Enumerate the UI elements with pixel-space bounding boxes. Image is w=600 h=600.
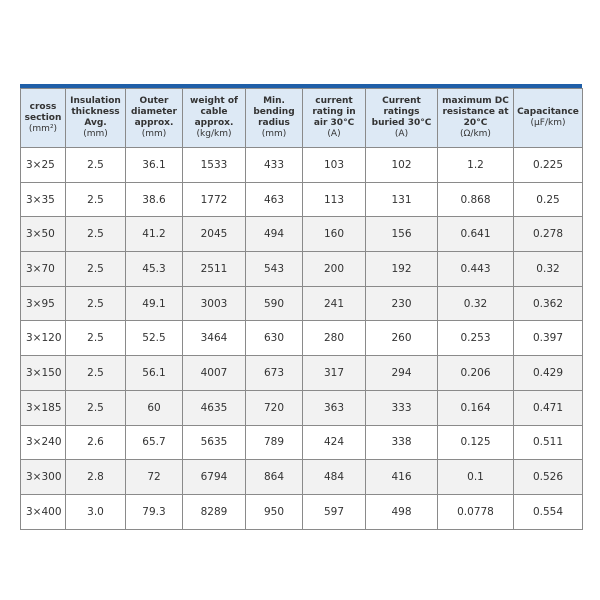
table-cell: 241 <box>303 286 366 321</box>
table-cell: 38.6 <box>126 182 183 217</box>
table-cell: 416 <box>366 460 438 495</box>
table-cell: 3×50 <box>21 217 66 252</box>
table-cell: 720 <box>246 390 303 425</box>
column-header <box>514 89 583 148</box>
table-cell: 3×240 <box>21 425 66 460</box>
table-cell: 103 <box>303 148 366 183</box>
column-header-unit: (A) <box>327 129 341 139</box>
column-header-label: Outer diameter approx. <box>131 96 177 128</box>
column-header-unit: (kg/km) <box>196 129 232 139</box>
column-header <box>246 89 303 148</box>
table-cell: 41.2 <box>126 217 183 252</box>
table-cell: 3003 <box>183 286 246 321</box>
table-cell: 1.2 <box>438 148 514 183</box>
table-cell: 2.5 <box>66 182 126 217</box>
column-header <box>126 89 183 148</box>
table-cell: 2.8 <box>66 460 126 495</box>
table-cell: 0.225 <box>514 148 583 183</box>
table-cell: 156 <box>366 217 438 252</box>
table-cell: 1533 <box>183 148 246 183</box>
table-cell: 280 <box>303 321 366 356</box>
table-cell: 3×185 <box>21 390 66 425</box>
table-cell: 65.7 <box>126 425 183 460</box>
column-header-label: weight of cable approx. <box>190 96 238 128</box>
column-header <box>66 89 126 148</box>
table-cell: 0.25 <box>514 182 583 217</box>
table-cell: 56.1 <box>126 356 183 391</box>
table-cell: 0.1 <box>438 460 514 495</box>
table-cell: 230 <box>366 286 438 321</box>
table-cell: 2511 <box>183 252 246 287</box>
table-cell: 2.5 <box>66 286 126 321</box>
table-cell: 79.3 <box>126 494 183 529</box>
table-cell: 8289 <box>183 494 246 529</box>
column-header-label: Min. bending radius <box>253 96 295 128</box>
table-cell: 49.1 <box>126 286 183 321</box>
table-cell: 36.1 <box>126 148 183 183</box>
column-header <box>366 89 438 148</box>
table-row <box>21 182 583 217</box>
column-header-label: Capacitance <box>517 107 579 117</box>
table-cell: 789 <box>246 425 303 460</box>
table-cell: 6794 <box>183 460 246 495</box>
table-cell: 2045 <box>183 217 246 252</box>
table-cell: 3×25 <box>21 148 66 183</box>
table-cell: 3×95 <box>21 286 66 321</box>
table-cell: 192 <box>366 252 438 287</box>
table-cell: 113 <box>303 182 366 217</box>
table-cell: 543 <box>246 252 303 287</box>
column-header <box>183 89 246 148</box>
table-cell: 0.429 <box>514 356 583 391</box>
table-cell: 3464 <box>183 321 246 356</box>
column-header <box>438 89 514 148</box>
table-cell: 630 <box>246 321 303 356</box>
table-cell: 3×35 <box>21 182 66 217</box>
table-cell: 160 <box>303 217 366 252</box>
table-row <box>21 148 583 183</box>
table-cell: 5635 <box>183 425 246 460</box>
column-header-unit: (mm) <box>261 129 287 139</box>
table-cell: 3.0 <box>66 494 126 529</box>
column-header-unit: (mm) <box>83 129 108 139</box>
table-body <box>21 148 583 530</box>
table-cell: 0.554 <box>514 494 583 529</box>
table-cell: 2.6 <box>66 425 126 460</box>
table-cell: 864 <box>246 460 303 495</box>
table-row <box>21 460 583 495</box>
column-header <box>21 89 66 148</box>
table-cell: 498 <box>366 494 438 529</box>
table-row <box>21 356 583 391</box>
table-cell: 2.5 <box>66 252 126 287</box>
column-header-label: Current ratings buried 30°C <box>371 96 432 128</box>
table-cell: 294 <box>366 356 438 391</box>
table-cell: 0.868 <box>438 182 514 217</box>
table-cell: 0.206 <box>438 356 514 391</box>
column-header-label: current rating in air 30°C <box>312 96 356 128</box>
table-cell: 3×300 <box>21 460 66 495</box>
table-row <box>21 252 583 287</box>
table-row <box>21 321 583 356</box>
table-cell: 102 <box>366 148 438 183</box>
table-cell: 2.5 <box>66 148 126 183</box>
table-cell: 0.253 <box>438 321 514 356</box>
table-cell: 2.5 <box>66 390 126 425</box>
column-header <box>303 89 366 148</box>
table-cell: 0.32 <box>514 252 583 287</box>
table-cell: 2.5 <box>66 321 126 356</box>
table-cell: 0.125 <box>438 425 514 460</box>
table-cell: 60 <box>126 390 183 425</box>
table-cell: 0.641 <box>438 217 514 252</box>
column-header-unit: (mm) <box>141 129 167 139</box>
table-cell: 0.526 <box>514 460 583 495</box>
column-header-label: maximum DC resistance at 20°C <box>442 96 509 128</box>
table-cell: 45.3 <box>126 252 183 287</box>
column-header-unit: (µF/km) <box>530 118 566 128</box>
table-cell: 463 <box>246 182 303 217</box>
cable-spec-table <box>20 88 583 530</box>
table-cell: 0.278 <box>514 217 583 252</box>
table-row <box>21 425 583 460</box>
table-cell: 0.362 <box>514 286 583 321</box>
table-cell: 433 <box>246 148 303 183</box>
column-header-unit: (mm²) <box>28 123 58 134</box>
table-cell: 0.511 <box>514 425 583 460</box>
table-cell: 363 <box>303 390 366 425</box>
table-cell: 333 <box>366 390 438 425</box>
table-cell: 3×120 <box>21 321 66 356</box>
table-cell: 673 <box>246 356 303 391</box>
table-cell: 0.164 <box>438 390 514 425</box>
header-row <box>21 89 583 148</box>
table-cell: 52.5 <box>126 321 183 356</box>
table-cell: 424 <box>303 425 366 460</box>
table-cell: 0.443 <box>438 252 514 287</box>
table-cell: 3×400 <box>21 494 66 529</box>
table-cell: 950 <box>246 494 303 529</box>
table-cell: 0.397 <box>514 321 583 356</box>
table-row <box>21 390 583 425</box>
table-cell: 0.32 <box>438 286 514 321</box>
table-cell: 338 <box>366 425 438 460</box>
table-cell: 3×150 <box>21 356 66 391</box>
cable-spec-table-container <box>20 84 582 530</box>
table-cell: 260 <box>366 321 438 356</box>
table-cell: 597 <box>303 494 366 529</box>
table-cell: 3×70 <box>21 252 66 287</box>
table-row <box>21 286 583 321</box>
column-header-unit: (Ω/km) <box>460 129 491 139</box>
table-cell: 0.471 <box>514 390 583 425</box>
table-cell: 2.5 <box>66 217 126 252</box>
table-cell: 4007 <box>183 356 246 391</box>
table-cell: 200 <box>303 252 366 287</box>
table-cell: 2.5 <box>66 356 126 391</box>
column-header-label: cross section <box>24 101 62 123</box>
table-cell: 1772 <box>183 182 246 217</box>
table-cell: 4635 <box>183 390 246 425</box>
table-cell: 72 <box>126 460 183 495</box>
table-cell: 494 <box>246 217 303 252</box>
table-row <box>21 217 583 252</box>
column-header-label: Insulation thickness Avg. <box>70 96 121 128</box>
table-row <box>21 494 583 529</box>
table-cell: 317 <box>303 356 366 391</box>
table-cell: 590 <box>246 286 303 321</box>
table-cell: 131 <box>366 182 438 217</box>
table-cell: 0.0778 <box>438 494 514 529</box>
column-header-unit: (A) <box>394 129 409 139</box>
table-cell: 484 <box>303 460 366 495</box>
